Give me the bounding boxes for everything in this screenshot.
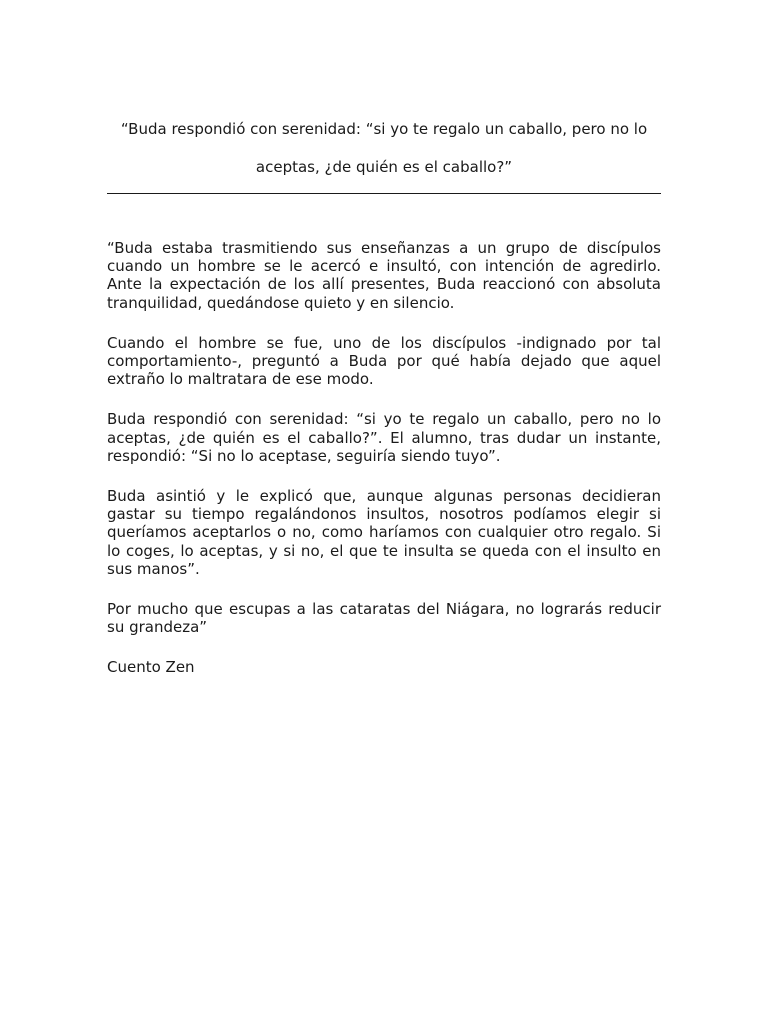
paragraph-1: “Buda estaba trasmitiendo sus enseñanzas a un grupo de discípulos cuando un hombre se le acercó e insultó, con intención de agredirlo. Ante la expectación de los allí presentes, Buda reaccionó con absoluta tranquilidad, quedándose quieto y en silencio. — [107, 239, 661, 312]
closing-attribution: Cuento Zen — [107, 658, 195, 677]
document-title — [107, 110, 661, 186]
paragraph-4: Buda asintió y le explicó que, aunque algunas personas decidieran gastar su tiempo regalándonos insultos, nosotros podíamos elegir si queríamos aceptarlos o no, como haríamos con cualquier otro regalo. Si lo coges, lo aceptas, y si no, el que te insulta se queda con el insulto en sus manos”. — [107, 487, 661, 578]
title-line-2: aceptas, ¿de quién es el caballo?” — [255, 158, 513, 176]
paragraph-5: Por mucho que escupas a las cataratas del Niágara, no lograrás reducir su grandeza” — [107, 600, 661, 637]
document-body — [107, 239, 661, 699]
paragraph-3: Buda respondió con serenidad: “si yo te regalo un caballo, pero no lo aceptas, ¿de quién es el caballo?”. El alumno, tras dudar un instante, respondió: “Si no lo aceptase, seguiría siendo tuyo”. — [107, 410, 661, 465]
title-divider — [107, 193, 661, 194]
paragraph-2: Cuando el hombre se fue, uno de los discípulos -indignado por tal comportamiento-, preguntó a Buda por qué había dejado que aquel extraño lo maltratara de ese modo. — [107, 333, 661, 389]
title-line-1: “Buda respondió con serenidad: “si yo te regalo un caballo, pero no lo — [120, 120, 648, 138]
